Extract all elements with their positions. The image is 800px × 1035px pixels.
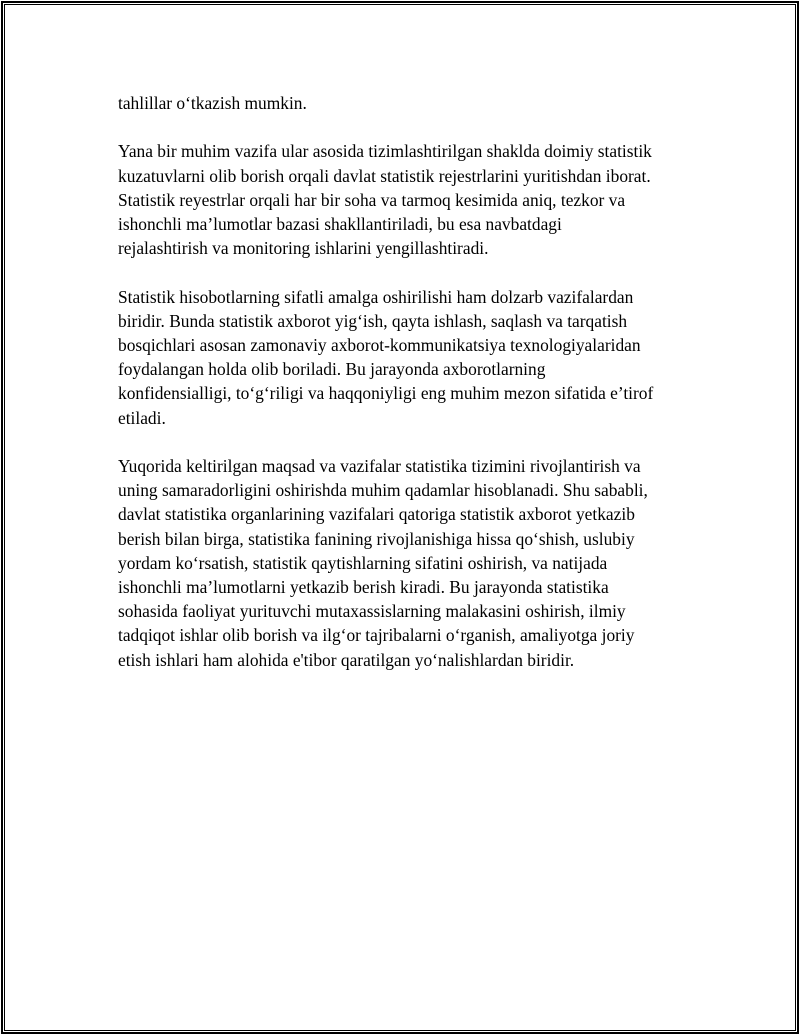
text-line: ishonchli ma’lumotlar bazasi shakllantiriladi, bu esa navbatdagi xyxy=(118,214,562,234)
paragraph-4 xyxy=(118,454,698,672)
text-line: etish ishlari ham alohida e'tibor qaratilgan yo‘nalishlardan biridir. xyxy=(118,649,575,670)
text-line: Yuqorida keltirilgan maqsad va vazifalar statistika tizimini rivojlantirish va xyxy=(118,456,641,476)
text-line: berish bilan birga, statistika fanining rivojlanishiga hissa qo‘shish, uslubiy xyxy=(118,528,635,549)
text-line: kuzatuvlarni olib borish orqali davlat statistik rejestrlarini yuritishdan iborat. xyxy=(118,165,651,186)
text-line: Statistik reyestrlar orqali har bir soha va tarmoq kesimida aniq, tezkor va xyxy=(118,189,626,210)
text-line: rejalashtirish va monitoring ishlarini yengillashtiradi. xyxy=(118,238,489,259)
document-body xyxy=(118,91,698,696)
text-line: etiladi. xyxy=(118,407,166,428)
text-line: Statistik hisobotlarning sifatli amalga oshirilishi ham dolzarb vazifalardan xyxy=(118,286,634,307)
text-line: Yana bir muhim vazifa ular asosida tizimlashtirilgan shaklda doimiy statistik xyxy=(118,141,652,162)
text-line: davlat statistika organlarining vazifalari qatoriga statistik axborot yetkazib xyxy=(118,504,635,525)
text-line: yordam ko‘rsatish, statistik qaytishlarning sifatini oshirish, va natijada xyxy=(118,552,608,573)
paragraph-1 xyxy=(118,91,698,115)
text-line: ishonchli ma’lumotlarni yetkazib berish kiradi. Bu jarayonda statistika xyxy=(118,577,609,598)
paragraph-3 xyxy=(118,285,698,430)
text-line: biridir. Bunda statistik axborot yig‘ish, qayta ishlash, saqlash va tarqatish xyxy=(118,310,628,331)
text-line: foydalangan holda olib boriladi. Bu jarayonda axborotlarning xyxy=(118,359,546,380)
text-line: konfidensialligi, to‘g‘riligi va haqqoniyligi eng muhim mezon sifatida e’tirof xyxy=(118,383,654,404)
text-line: uning samaradorligini oshirishda muhim qadamlar hisoblanadi. Shu sababli, xyxy=(118,480,648,501)
text-line: tadqiqot ishlar olib borish va ilg‘or tajribalarni o‘rganish, amaliyotga joriy xyxy=(118,625,635,646)
text-line: sohasida faoliyat yurituvchi mutaxassislarning malakasini oshirish, ilmiy xyxy=(118,601,626,622)
text-line: bosqichlari asosan zamonaviy axborot-kommunikatsiya texnologiyalaridan xyxy=(118,335,641,355)
text-line: tahlillar o‘tkazish mumkin. xyxy=(118,93,307,113)
paragraph-2 xyxy=(118,139,698,260)
